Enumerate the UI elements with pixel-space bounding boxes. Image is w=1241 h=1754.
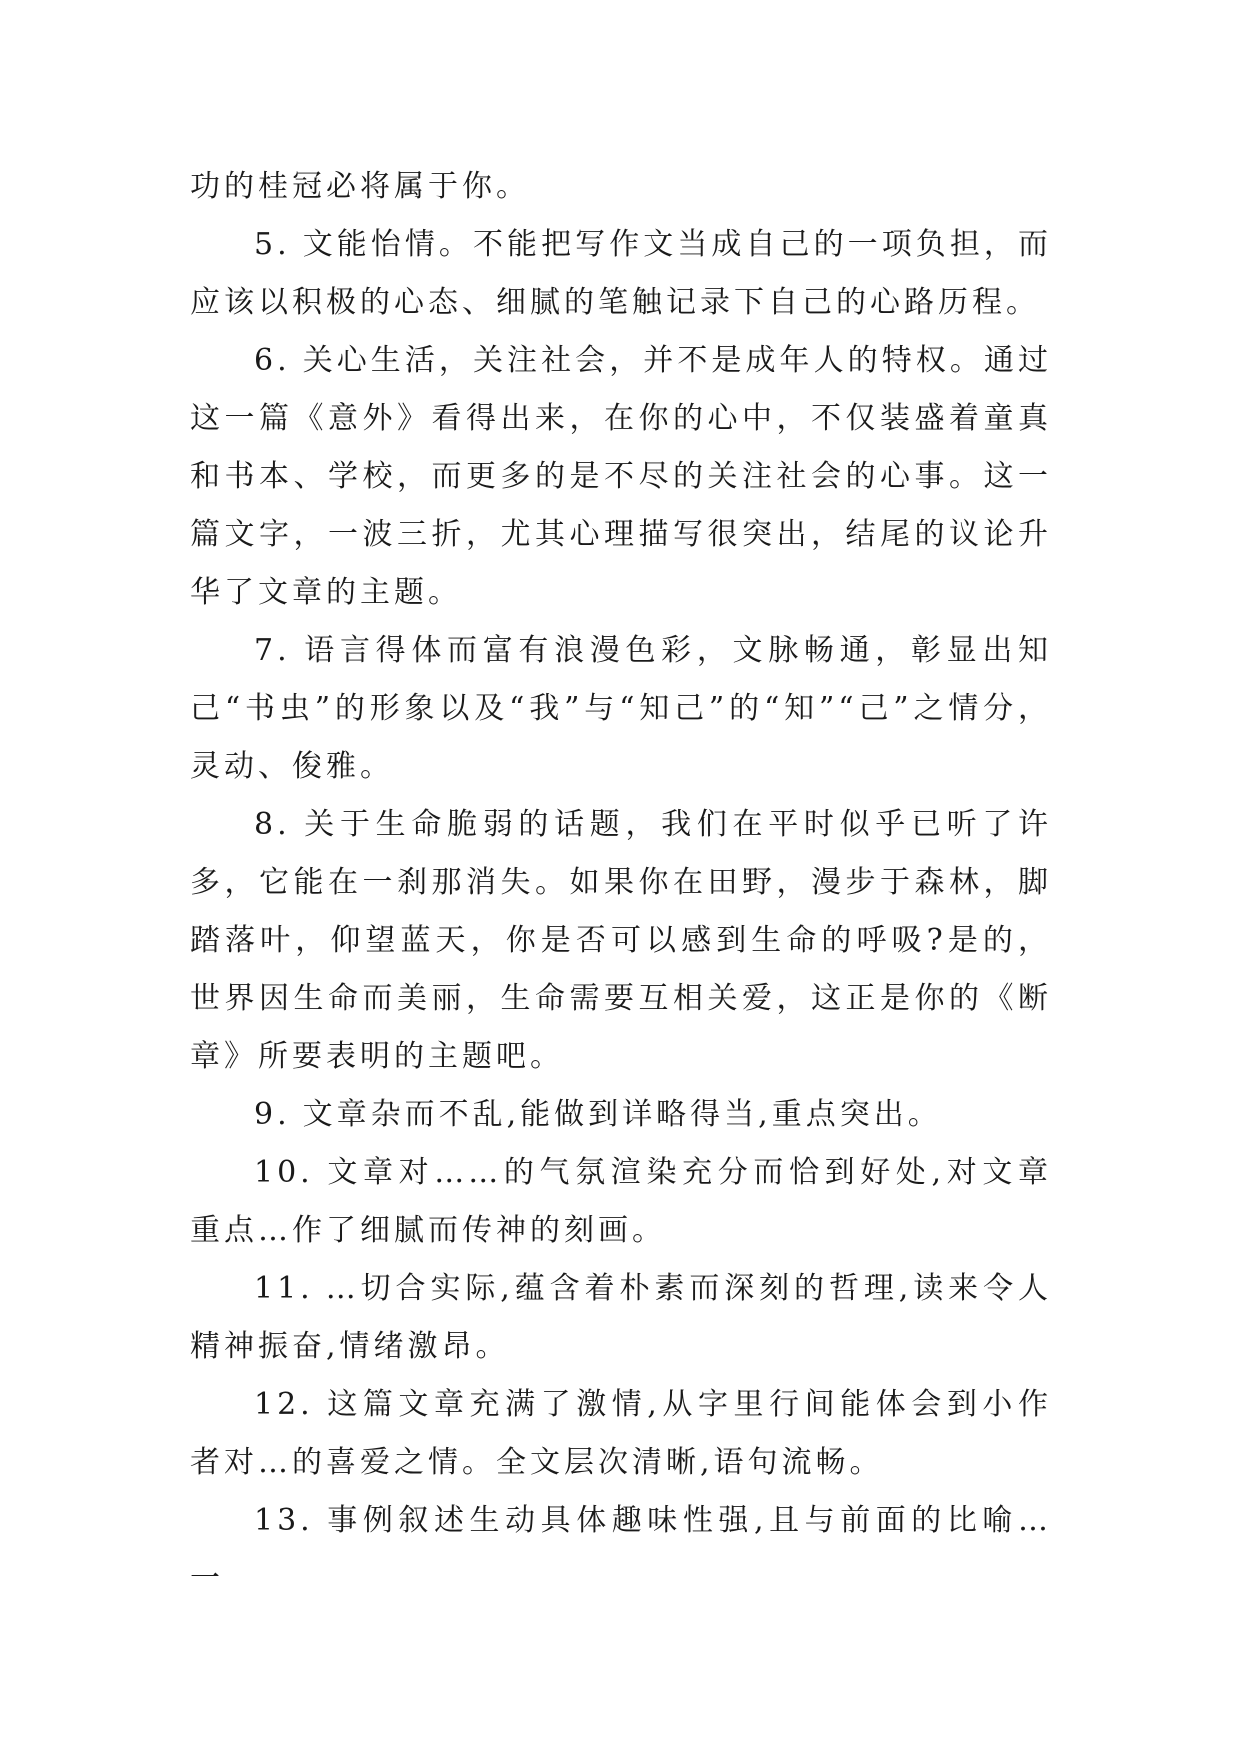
comment-item-8 — [190, 796, 1052, 1086]
item-number: 10. — [254, 1155, 314, 1190]
item-number: 11. — [254, 1271, 314, 1306]
paragraph-text: 关心生活，关注社会，并不是成年人的特权。通过这一篇《意外》看得出来，在你的心中，不仅装盛着童真和书本、学校，而更多的是不尽的关注社会的心事。这一篇文字，一波三折，尤其心理描写很突出，结尾的议论升华了文章的主题。 — [190, 343, 1052, 610]
comment-item-5 — [190, 216, 1052, 332]
comment-item-10 — [190, 1144, 1052, 1260]
item-number: 7. — [254, 633, 291, 668]
paragraph-text: 关于生命脆弱的话题，我们在平时似乎已听了许多，它能在一刹那消失。如果你在田野，漫步于森林，脚踏落叶，仰望蓝天，你是否可以感到生命的呼吸?是的，世界因生命而美丽，生命需要互相关爱，这正是你的《断章》所要表明的主题吧。 — [190, 807, 1052, 1074]
paragraph-text: 这篇文章充满了激情,从字里行间能体会到小作者对…的喜爱之情。全文层次清晰,语句流畅。 — [190, 1387, 1052, 1480]
paragraph-text: 功的桂冠必将属于你。 — [190, 169, 530, 204]
paragraph-text: 文章杂而不乱,能做到详略得当,重点突出。 — [302, 1097, 942, 1132]
paragraph-text: 语言得体而富有浪漫色彩，文脉畅通，彰显出知己“书虫”的形象以及“我”与“知己”的“知”“己”之情分，灵动、俊雅。 — [190, 633, 1052, 784]
paragraph-text: 文章对……的气氛渲染充分而恰到好处,对文章重点…作了细腻而传神的刻画。 — [190, 1155, 1052, 1248]
comment-item-9 — [190, 1086, 1052, 1144]
comment-item-7 — [190, 622, 1052, 796]
item-number: 13. — [254, 1503, 314, 1538]
paragraph-text: 文能怡情。不能把写作文当成自己的一项负担，而应该以积极的心态、细腻的笔触记录下自己的心路历程。 — [190, 227, 1052, 320]
comment-item-11 — [190, 1260, 1052, 1376]
item-number: 8. — [254, 807, 291, 842]
paragraph-continuation — [190, 158, 1052, 216]
comment-item-13 — [190, 1492, 1052, 1608]
comment-item-6 — [190, 332, 1052, 622]
item-number: 6. — [254, 343, 291, 378]
comment-item-12 — [190, 1376, 1052, 1492]
item-number: 12. — [254, 1387, 314, 1422]
paragraph-text: …切合实际,蕴含着朴素而深刻的哲理,读来令人精神振奋,情绪激昂。 — [190, 1271, 1052, 1364]
item-number: 9. — [254, 1097, 291, 1132]
paragraph-text: 事例叙述生动具体趣味性强,且与前面的比喻…一 — [190, 1503, 1052, 1596]
item-number: 5. — [254, 227, 291, 262]
document-body — [190, 158, 1052, 1608]
